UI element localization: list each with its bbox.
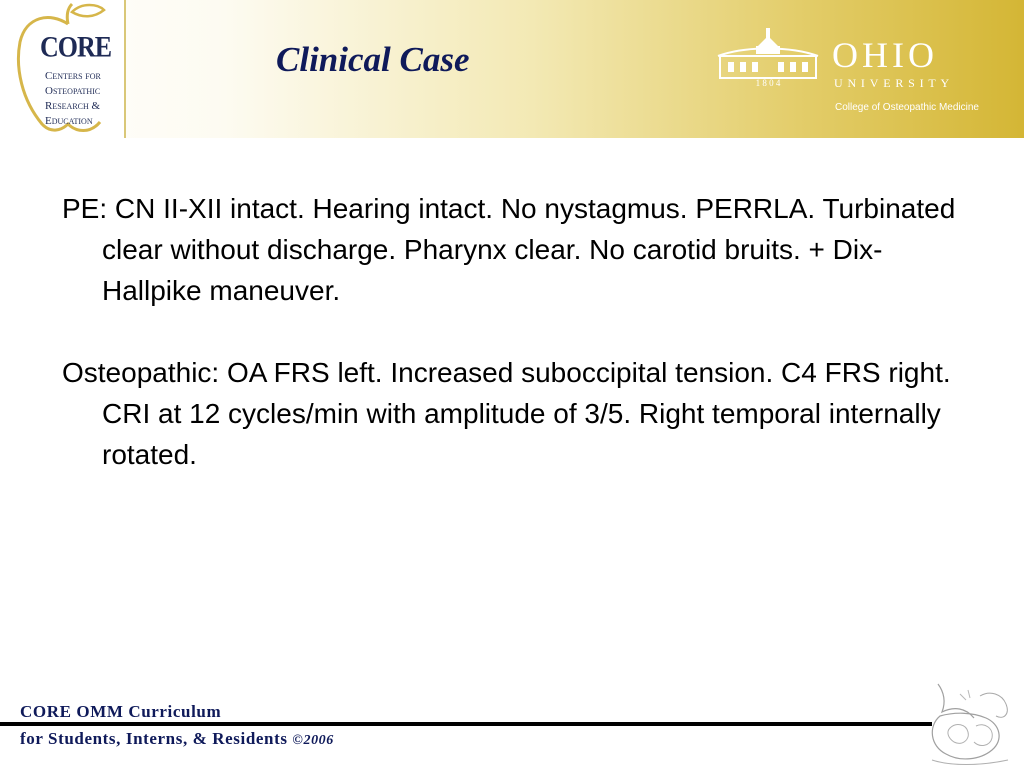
core-logo: [6, 0, 124, 138]
body-paragraph-pe: PE: CN II-XII intact. Hearing intact. No nystagmus. PERRLA. Turbinated clear without discharge. Pharynx clear. No carotid bruits. + Dix-Hallpike maneuver.: [62, 193, 956, 306]
still-life-sketch-icon: [920, 676, 1020, 768]
footer-rule: [0, 722, 932, 726]
slide-content: [62, 188, 982, 516]
ohio-logo-subtitle: UNIVERSITY: [834, 76, 954, 90]
university-building-icon: [716, 24, 820, 88]
core-logo-line: Research &: [45, 100, 101, 112]
body-paragraph-osteopathic: Osteopathic: OA FRS left. Increased suboccipital tension. C4 FRS right. CRI at 12 cycles/min with amplitude of 3/5. Right temporal internally rotated.: [62, 357, 951, 470]
core-logo-line: Centers for: [45, 70, 101, 82]
core-logo-line: Education: [45, 115, 93, 127]
ohio-logo-college: College of Osteopathic Medicine: [835, 102, 979, 113]
footer-copyright: ©2006: [292, 733, 334, 748]
header-divider: [124, 0, 126, 138]
footer-curriculum: CORE OMM Curriculum: [20, 702, 222, 721]
ohio-year-label: 1 8 0 4: [755, 78, 781, 88]
core-logo-word: CORE: [40, 30, 112, 64]
footer-audience-text: for Students, Interns, & Residents: [20, 729, 288, 748]
footer-audience: [20, 729, 334, 749]
core-logo-line: Osteopathic: [45, 85, 101, 97]
header-banner: [0, 0, 1024, 138]
ohio-logo-name: OHIO: [832, 35, 938, 75]
page-title: Clinical Case: [276, 40, 470, 79]
